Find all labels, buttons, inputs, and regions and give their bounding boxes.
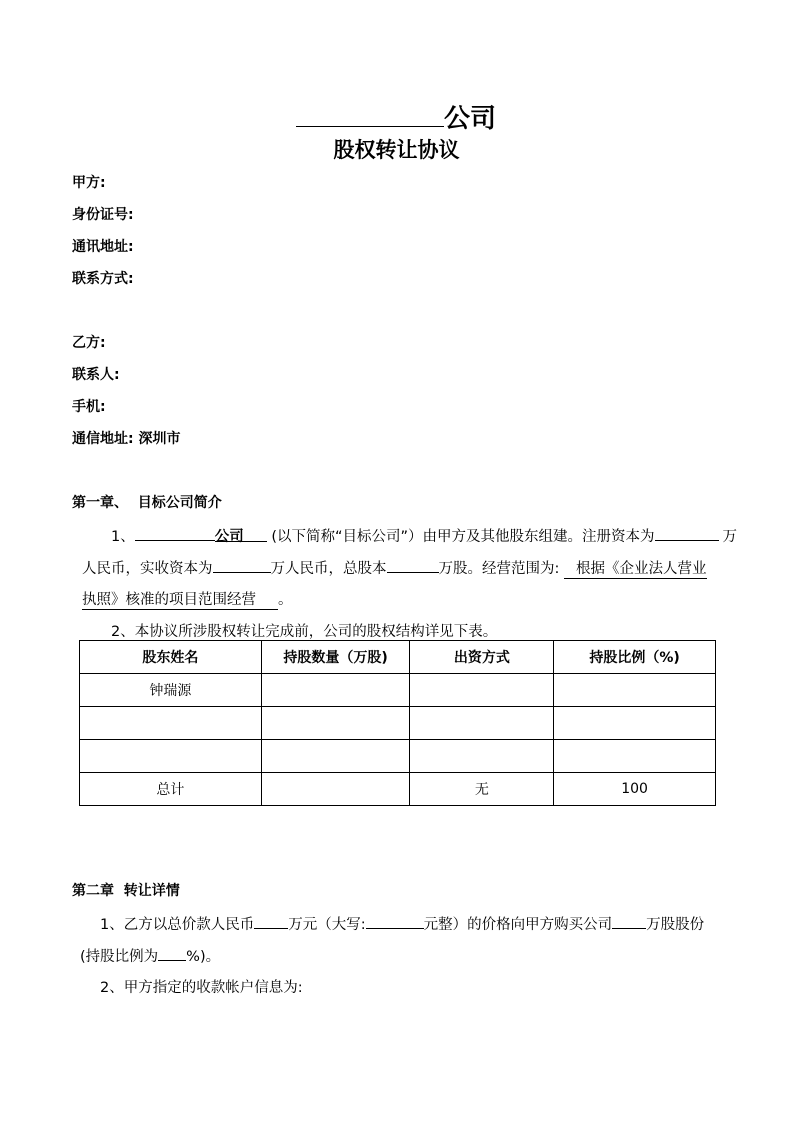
party-b-address (72, 428, 180, 448)
party-b-label: 乙方: (72, 335, 106, 351)
chapter1-p2: 2、本协议所涉股权转让完成前，公司的股权结构详见下表。 (111, 624, 498, 640)
total-shares-blank[interactable] (387, 556, 439, 573)
title-company-suffix: 公司 (444, 104, 497, 134)
table-total-row (80, 773, 716, 806)
p1-text2: 万 (722, 529, 738, 545)
table-cell[interactable] (261, 740, 410, 773)
table-cell[interactable] (410, 707, 554, 740)
price-words-blank[interactable] (366, 912, 424, 929)
table-cell[interactable] (261, 707, 410, 740)
shareholding-table (79, 640, 716, 806)
chapter1-p1-line3 (82, 588, 293, 610)
table-header: 股东姓名 (80, 641, 262, 674)
table-header: 出资方式 (410, 641, 554, 674)
chapter2-p1-line2 (80, 944, 220, 966)
table-row (80, 674, 716, 707)
chapter1-p1-line1 (111, 524, 737, 546)
p1-text3: 人民币，实收资本为 (82, 561, 213, 577)
p1-text4: 万人民币，总股本 (270, 561, 387, 577)
business-scope-line2: 执照》核准的项目范围经营 (82, 588, 278, 610)
table-header: 持股数量（万股) (261, 641, 410, 674)
target-company-suffix: 公司 (215, 525, 267, 542)
chapter1-p1-line2 (82, 556, 707, 579)
table-cell[interactable] (80, 707, 262, 740)
party-a-label: 甲方: (72, 175, 106, 191)
table-cell[interactable] (554, 707, 716, 740)
paid-capital-blank[interactable] (213, 556, 271, 573)
table-cell[interactable] (410, 674, 554, 707)
business-scope-line1: 根据《企业法人营业 (564, 557, 707, 579)
table-row (80, 740, 716, 773)
table-cell[interactable]: 总计 (80, 773, 262, 806)
table-cell[interactable]: 钟瑞源 (80, 674, 262, 707)
table-cell[interactable]: 无 (410, 773, 554, 806)
party-b-address-label: 通信地址: (72, 431, 134, 447)
table-cell[interactable] (261, 674, 410, 707)
chapter2-heading: 第二章 转让详情 (72, 883, 180, 899)
party-b-contact-person-label: 联系人: (72, 367, 120, 383)
shares-blank[interactable] (612, 912, 646, 929)
party-b-mobile-label: 手机: (72, 399, 106, 415)
c2-text2: 万元（大写: (288, 917, 366, 933)
party-b-address-value: 深圳市 (138, 431, 181, 447)
table-cell[interactable] (554, 740, 716, 773)
c2-text6: %)。 (186, 949, 221, 965)
table-cell[interactable] (80, 740, 262, 773)
ratio-blank[interactable] (158, 944, 186, 961)
p1-text1: (以下简称“目标公司”）由甲方及其他股东组建。注册资本为 (271, 529, 655, 545)
party-a-address-label: 通讯地址: (72, 239, 134, 255)
table-cell[interactable] (554, 674, 716, 707)
table-cell[interactable] (261, 773, 410, 806)
party-a-contact-label: 联系方式: (72, 271, 134, 287)
chapter2-p2: 2、甲方指定的收款帐户信息为: (100, 980, 303, 996)
page-title: 股权转让协议 (333, 138, 460, 162)
table-header: 持股比例（%) (554, 641, 716, 674)
chapter1-heading: 第一章、 目标公司简介 (72, 495, 222, 511)
table-cell[interactable]: 100 (554, 773, 716, 806)
c2-text3: 元整）的价格向甲方购买公司 (423, 917, 613, 933)
target-company-blank[interactable] (135, 524, 215, 541)
p1-text5: 万股。经营范围为: (438, 561, 560, 577)
price-blank[interactable] (254, 912, 288, 929)
table-header-row (80, 641, 716, 674)
party-a-id-label: 身份证号: (72, 207, 134, 223)
registered-capital-blank[interactable] (655, 524, 719, 541)
title-company (296, 98, 496, 135)
c2-text5: (持股比例为 (80, 949, 159, 965)
c2-text4: 万股股份 (646, 917, 705, 933)
table-row (80, 707, 716, 740)
chapter2-p1-line1 (100, 912, 704, 934)
c2-text1: 1、乙方以总价款人民币 (100, 917, 255, 933)
table-cell[interactable] (410, 740, 554, 773)
p1-number: 1、 (111, 529, 135, 545)
p1-end: 。 (278, 592, 293, 608)
company-name-blank[interactable] (296, 100, 444, 127)
